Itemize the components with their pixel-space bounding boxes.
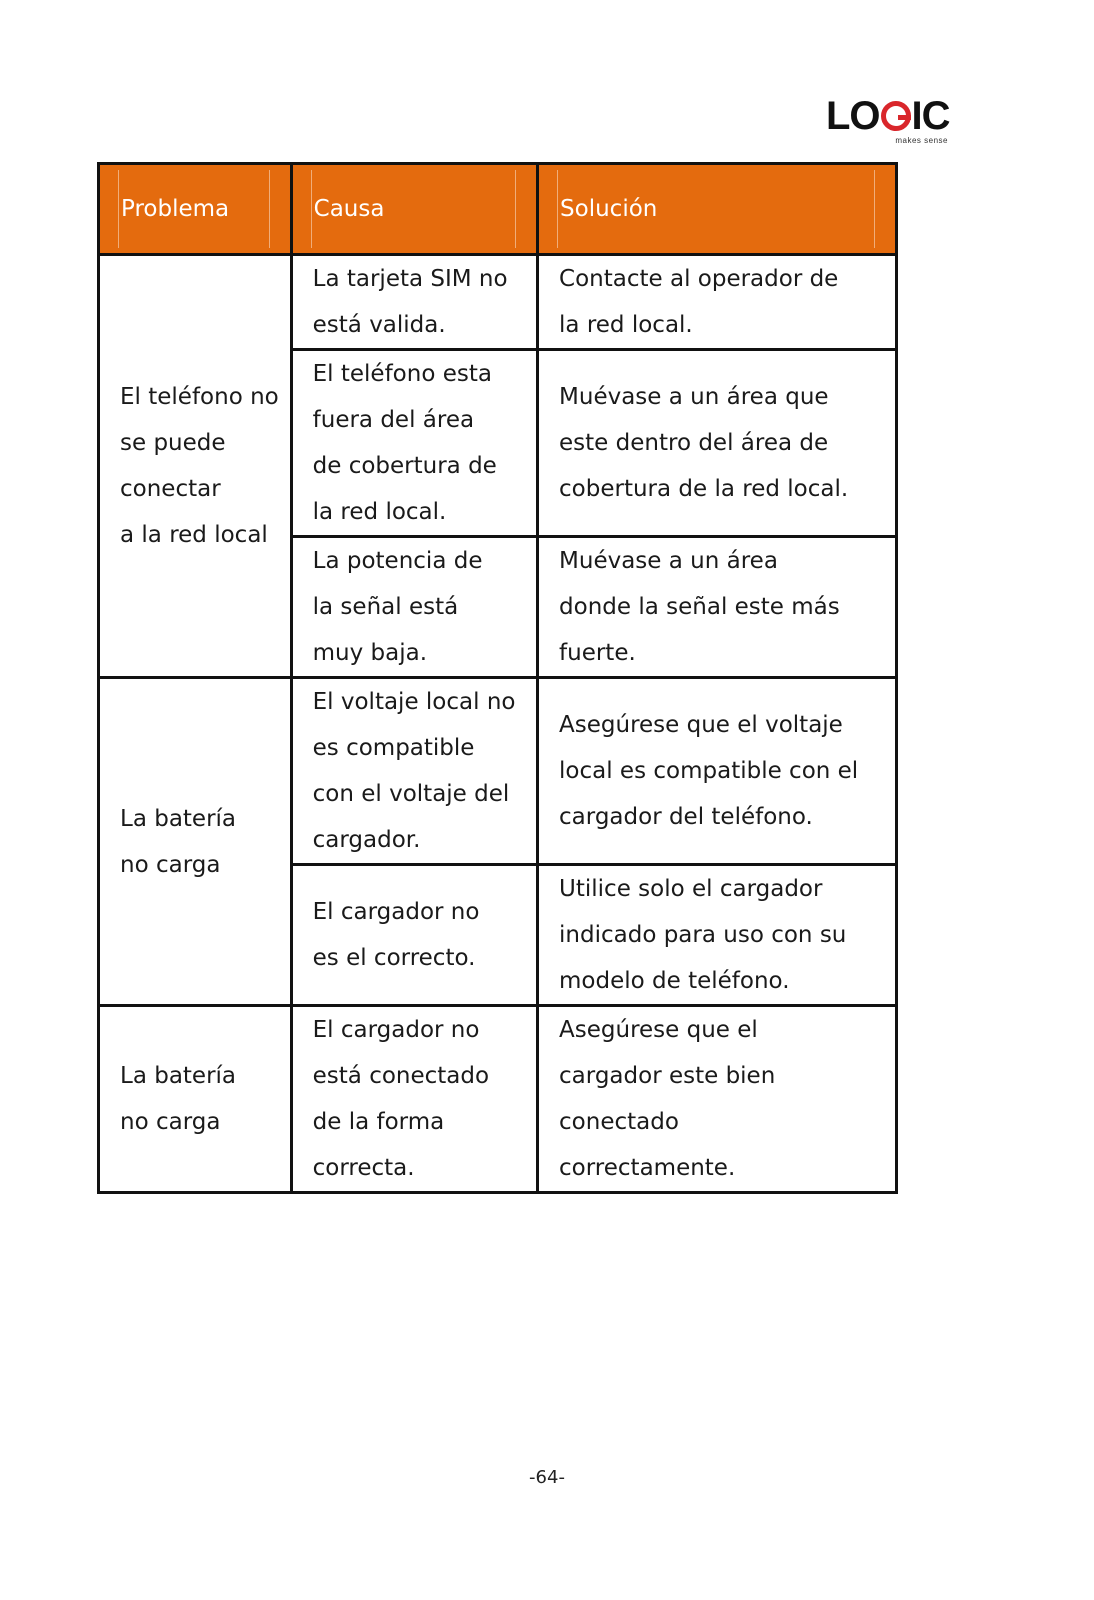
cause-cell bbox=[291, 678, 537, 865]
table-header-row bbox=[99, 164, 897, 255]
solution-line: cargador este bien bbox=[559, 1063, 776, 1089]
cause-line: correcta. bbox=[312, 1155, 415, 1181]
cause-line: La potencia de bbox=[312, 548, 483, 574]
problem-line: conectar bbox=[120, 476, 221, 502]
cause-line: con el voltaje del bbox=[312, 781, 510, 807]
solution-line: Utilice solo el cargador bbox=[559, 876, 823, 902]
table-body bbox=[99, 255, 897, 1193]
cause-cell bbox=[291, 865, 537, 1006]
solution-line: Asegúrese que el bbox=[559, 1017, 758, 1043]
problem-line: no carga bbox=[120, 851, 221, 878]
logo-text-post: IC bbox=[911, 94, 950, 138]
cause-line: está conectado bbox=[312, 1063, 490, 1089]
problem-line: El teléfono no bbox=[120, 384, 279, 410]
cause-line: es compatible bbox=[312, 735, 475, 761]
cause-line: de la forma bbox=[312, 1109, 445, 1135]
logo-text-pre: LO bbox=[826, 94, 880, 138]
solution-line: Muévase a un área bbox=[559, 548, 778, 574]
cause-line: cargador. bbox=[312, 827, 421, 853]
problem-line: a la red local bbox=[120, 522, 268, 548]
cause-cell bbox=[291, 1006, 537, 1193]
solution-line: Asegúrese que el voltaje bbox=[559, 712, 843, 738]
cause-cell bbox=[291, 537, 537, 678]
cause-line: la red local. bbox=[312, 499, 447, 525]
solution-line: la red local. bbox=[559, 312, 693, 338]
solution-line: local es compatible con el bbox=[559, 758, 859, 784]
header-cause-label: Causa bbox=[313, 196, 385, 222]
solution-line: este dentro del área de bbox=[559, 430, 829, 456]
cause-line: El teléfono esta bbox=[312, 361, 492, 387]
cause-line: La tarjeta SIM no bbox=[312, 266, 508, 292]
logo-wordmark bbox=[826, 94, 950, 138]
cause-cell bbox=[291, 350, 537, 537]
cause-line: El voltaje local no bbox=[312, 689, 516, 715]
table-row bbox=[99, 1006, 897, 1193]
cause-line: El cargador no bbox=[312, 1017, 480, 1043]
solution-cell bbox=[538, 350, 897, 537]
cause-line: de cobertura de bbox=[312, 453, 497, 479]
solution-cell bbox=[538, 255, 897, 350]
solution-line: cargador del teléfono. bbox=[559, 804, 813, 830]
cause-cell bbox=[291, 255, 537, 350]
solution-cell bbox=[538, 537, 897, 678]
problem-cell bbox=[99, 255, 292, 678]
problem-cell bbox=[99, 1006, 292, 1193]
logo-tagline: makes sense bbox=[895, 136, 948, 145]
cause-line: es el correcto. bbox=[312, 945, 476, 971]
solution-line: donde la señal este más bbox=[559, 594, 840, 620]
logic-logo bbox=[826, 94, 960, 150]
troubleshooting-table bbox=[97, 162, 898, 1194]
solution-cell bbox=[538, 678, 897, 865]
problem-line: se puede bbox=[120, 430, 226, 456]
cause-line: El cargador no bbox=[312, 899, 480, 925]
header-problem bbox=[99, 164, 292, 255]
solution-line: modelo de teléfono. bbox=[559, 968, 790, 994]
solution-line: fuerte. bbox=[559, 640, 636, 666]
solution-cell bbox=[538, 1006, 897, 1193]
cause-line: fuera del área bbox=[312, 407, 475, 433]
cause-line: la señal está bbox=[312, 594, 459, 620]
logo-g-mark bbox=[881, 101, 911, 131]
header-solution bbox=[538, 164, 897, 255]
solution-cell bbox=[538, 865, 897, 1006]
solution-line: cobertura de la red local. bbox=[559, 476, 849, 502]
page-number: -64- bbox=[529, 1467, 565, 1488]
header-solution-label: Solución bbox=[560, 196, 658, 222]
solution-line: conectado bbox=[559, 1109, 679, 1135]
cause-line: muy baja. bbox=[312, 640, 428, 666]
solution-line: correctamente. bbox=[559, 1155, 736, 1181]
problem-line: La batería bbox=[120, 1063, 237, 1089]
header-cause bbox=[291, 164, 537, 255]
solution-line: Contacte al operador de bbox=[559, 266, 839, 292]
table-row bbox=[99, 255, 897, 350]
problem-line: no carga bbox=[120, 1109, 221, 1135]
header-problem-label: Problema bbox=[121, 196, 230, 222]
problem-cell bbox=[99, 678, 292, 1006]
table-row bbox=[99, 678, 897, 865]
solution-line: indicado para uso con su bbox=[559, 922, 847, 948]
problem-line: La batería bbox=[120, 805, 237, 832]
cause-line: está valida. bbox=[312, 312, 446, 338]
solution-line: Muévase a un área que bbox=[559, 384, 829, 410]
